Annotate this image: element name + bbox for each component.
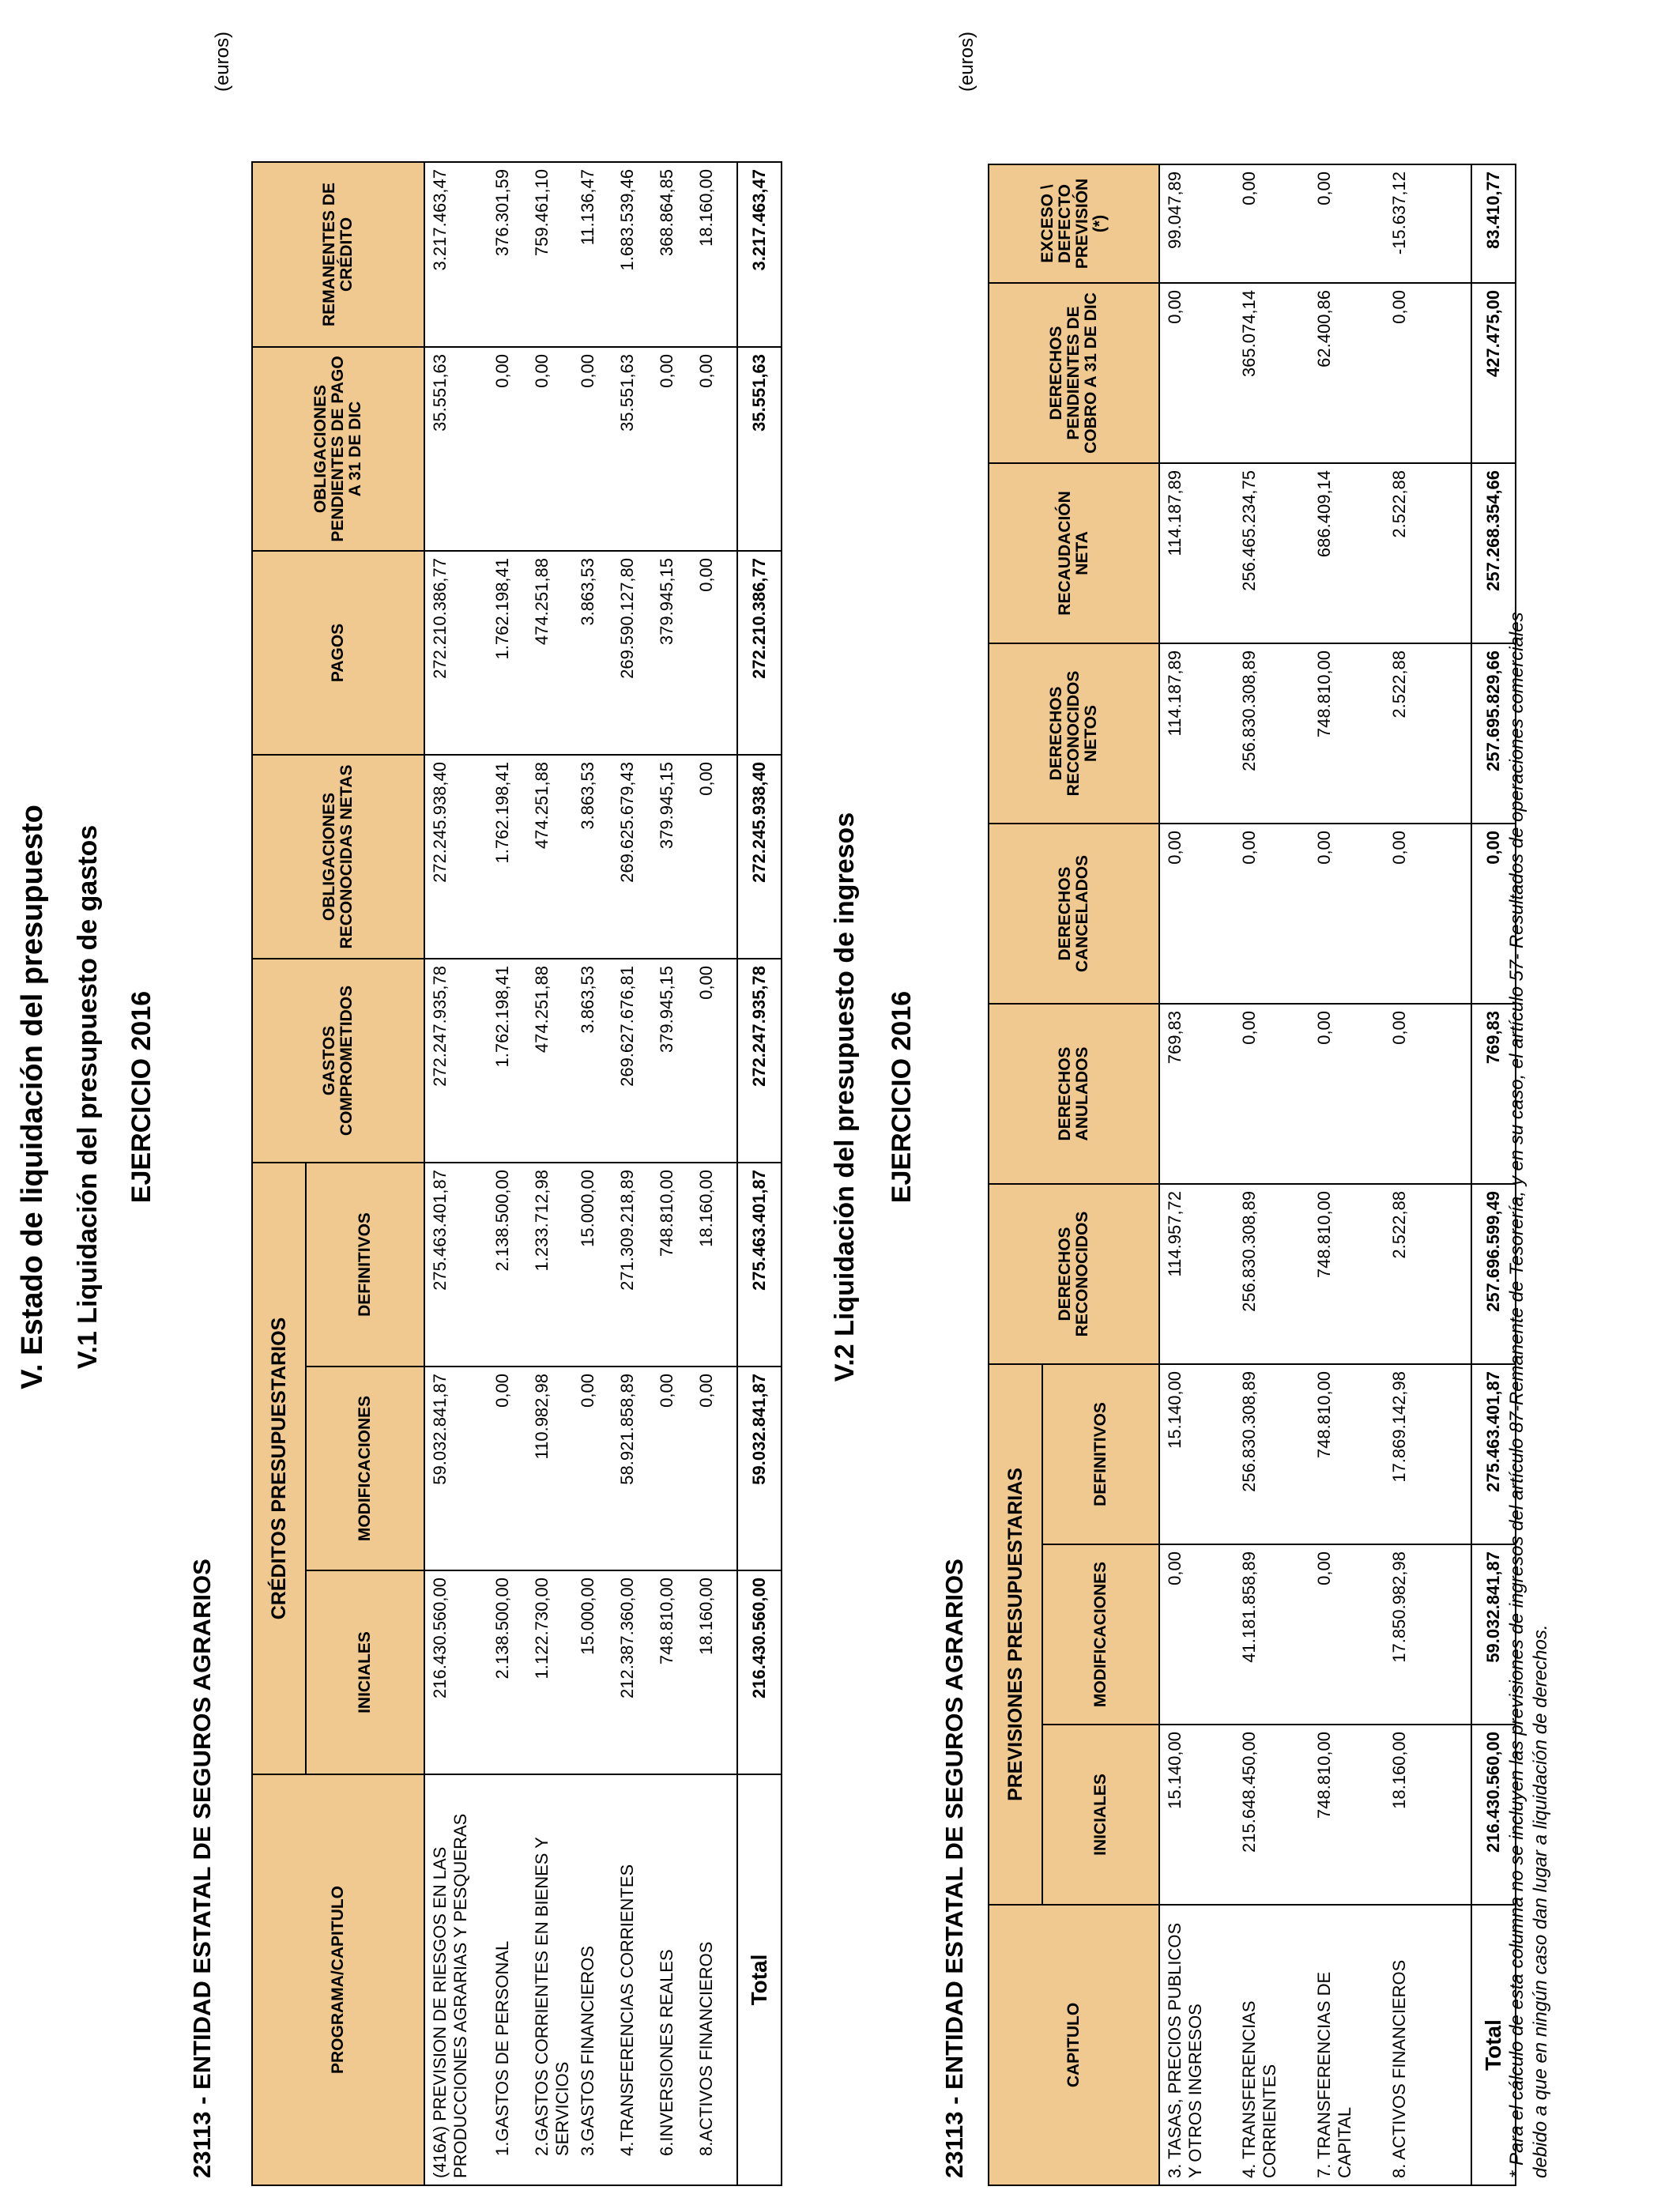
table-row bbox=[488, 162, 527, 2185]
cell-value: 256.830.308,89 bbox=[1234, 1364, 1309, 1544]
cell-value: 0,00 bbox=[573, 347, 612, 551]
cell-value: 271.309.218,89 bbox=[612, 1163, 652, 1367]
cell-value: 686.409,14 bbox=[1309, 463, 1384, 643]
cell-value: 769,83 bbox=[1159, 1004, 1234, 1184]
cell-value: 269.625.679,43 bbox=[612, 755, 652, 959]
cell-value: 0,00 bbox=[691, 551, 737, 755]
cell-value: 0,00 bbox=[691, 347, 737, 551]
cell-value: 17.869.142,98 bbox=[1384, 1364, 1471, 1544]
cell-value: 62.400,86 bbox=[1309, 283, 1384, 463]
total-value: 257.696.599,49 bbox=[1471, 1184, 1516, 1364]
cell-value: 0,00 bbox=[1309, 1544, 1384, 1725]
cell-value: 2.522,88 bbox=[1384, 643, 1471, 824]
cell-value: 748.810,00 bbox=[1309, 1725, 1384, 1905]
cell-value: 99.047,89 bbox=[1159, 164, 1234, 283]
col-header-derechos-pendientes: DERECHOS PENDIENTES DE COBRO A 31 DE DIC bbox=[989, 283, 1159, 463]
total-value: 427.475,00 bbox=[1471, 283, 1516, 463]
row-label: (416A) PREVISION DE RIESGOS EN LAS PRODUCCIONES AGRARIAS Y PESQUERAS bbox=[424, 1774, 488, 2185]
cell-value: 110.982,98 bbox=[527, 1367, 573, 1570]
cell-value: 365.074,14 bbox=[1234, 283, 1309, 463]
cell-value: 18.160,00 bbox=[691, 1163, 737, 1367]
cell-value: 3.863,53 bbox=[573, 755, 612, 959]
gastos-table bbox=[251, 161, 782, 2186]
cell-value: 0,00 bbox=[1159, 283, 1234, 463]
ejercicio-heading-v2: EJERCICIO 2016 bbox=[887, 990, 917, 1204]
cell-value: 269.627.676,81 bbox=[612, 959, 652, 1163]
cell-value: 0,00 bbox=[1234, 164, 1309, 283]
row-label: 6.INVERSIONES REALES bbox=[652, 1774, 691, 2185]
section-v2-title: V.2 Liquidación del presupuesto de ingresos bbox=[830, 812, 860, 1382]
total-value: 35.551,63 bbox=[737, 347, 782, 551]
table-row bbox=[1384, 164, 1471, 2185]
cell-value: 11.136,47 bbox=[573, 162, 612, 347]
currency-unit-v2: (euros) bbox=[956, 32, 977, 92]
cell-value: 0,00 bbox=[1309, 164, 1384, 283]
cell-value: 0,00 bbox=[1159, 1544, 1234, 1725]
row-label: 4.TRANSFERENCIAS CORRIENTES bbox=[612, 1774, 652, 2185]
col-header-derechos-reconocidos: DERECHOS RECONOCIDOS bbox=[989, 1184, 1159, 1364]
col-header-capitulo: CAPITULO bbox=[989, 1905, 1159, 2185]
row-label: 4. TRANSFERENCIAS CORRIENTES bbox=[1234, 1905, 1309, 2185]
cell-value: 2.522,88 bbox=[1384, 463, 1471, 643]
total-value: 272.247.935,78 bbox=[737, 959, 782, 1163]
cell-value: 0,00 bbox=[527, 347, 573, 551]
cell-value: 0,00 bbox=[1234, 824, 1309, 1004]
cell-value: 379.945,15 bbox=[652, 551, 691, 755]
cell-value: 0,00 bbox=[1384, 824, 1471, 1004]
cell-value: 212.387.360,00 bbox=[612, 1570, 652, 1774]
cell-value: 1.233.712,98 bbox=[527, 1163, 573, 1367]
cell-value: 59.032.841,87 bbox=[424, 1367, 488, 1570]
cell-value: 0,00 bbox=[1384, 1004, 1471, 1184]
total-value: 272.245.938,40 bbox=[737, 755, 782, 959]
cell-value: 216.430.560,00 bbox=[424, 1570, 488, 1774]
table-row bbox=[424, 162, 488, 2185]
cell-value: 0,00 bbox=[1309, 1004, 1384, 1184]
table-row bbox=[691, 162, 737, 2185]
table-row bbox=[652, 162, 691, 2185]
cell-value: 0,00 bbox=[691, 755, 737, 959]
cell-value: 368.864,85 bbox=[652, 162, 691, 347]
row-label: 3. TASAS, PRECIOS PUBLICOS Y OTROS INGRESOS bbox=[1159, 1905, 1234, 2185]
cell-value: 15.140,00 bbox=[1159, 1725, 1234, 1905]
table-row bbox=[527, 162, 573, 2185]
cell-value: 18.160,00 bbox=[691, 162, 737, 347]
col-header-definitivos: DEFINITIVOS bbox=[306, 1163, 424, 1367]
cell-value: 0,00 bbox=[1384, 283, 1471, 463]
row-label: 3.GASTOS FINANCIEROS bbox=[573, 1774, 612, 2185]
cell-value: 379.945,15 bbox=[652, 755, 691, 959]
cell-value: 0,00 bbox=[488, 347, 527, 551]
cell-value: 3.863,53 bbox=[573, 959, 612, 1163]
cell-value: 748.810,00 bbox=[1309, 643, 1384, 824]
cell-value: 0,00 bbox=[1309, 824, 1384, 1004]
total-value: 59.032.841,87 bbox=[737, 1367, 782, 1570]
row-label: 1.GASTOS DE PERSONAL bbox=[488, 1774, 527, 2185]
cell-value: 0,00 bbox=[652, 347, 691, 551]
col-header-obligaciones-reconocidas: OBLIGACIONES RECONOCIDAS NETAS bbox=[252, 755, 424, 959]
cell-value: 15.000,00 bbox=[573, 1163, 612, 1367]
cell-value: 272.247.935,78 bbox=[424, 959, 488, 1163]
table-row bbox=[1159, 164, 1234, 2185]
total-value: 769,83 bbox=[1471, 1004, 1516, 1184]
col-header-definitivos: DEFINITIVOS bbox=[1042, 1364, 1159, 1544]
col-header-derechos-reconocidos-netos: DERECHOS RECONOCIDOS NETOS bbox=[989, 643, 1159, 824]
table-row bbox=[1234, 164, 1309, 2185]
cell-value: 18.160,00 bbox=[1384, 1725, 1471, 1905]
cell-value: 1.762.198,41 bbox=[488, 755, 527, 959]
total-value: 3.217.463,47 bbox=[737, 162, 782, 347]
row-label: 8.ACTIVOS FINANCIEROS bbox=[691, 1774, 737, 2185]
cell-value: 748.810,00 bbox=[1309, 1364, 1384, 1544]
cell-value: 0,00 bbox=[652, 1367, 691, 1570]
col-header-exceso-defecto: EXCESO \ DEFECTO PREVISIÓN (*) bbox=[989, 164, 1159, 283]
cell-value: 35.551,63 bbox=[612, 347, 652, 551]
page-title: V. Estado de liquidación del presupuesto bbox=[16, 805, 49, 1389]
col-header-modificaciones: MODIFICACIONES bbox=[1042, 1544, 1159, 1725]
cell-value: 0,00 bbox=[573, 1367, 612, 1570]
total-value: 257.695.829,66 bbox=[1471, 643, 1516, 824]
cell-value: 256.830.308,89 bbox=[1234, 1184, 1309, 1364]
ejercicio-heading-v1: EJERCICIO 2016 bbox=[126, 990, 156, 1204]
table-row bbox=[612, 162, 652, 2185]
cell-value: 35.551,63 bbox=[424, 347, 488, 551]
cell-value: -15.637,12 bbox=[1384, 164, 1471, 283]
cell-value: 58.921.858,89 bbox=[612, 1367, 652, 1570]
cell-value: 256.465.234,75 bbox=[1234, 463, 1309, 643]
footnote: * Para el cálculo de esta columna no se incluyen las previsiones de ingresos del artículo 87-Remanente de Tesorería, y en su caso, el artículo 57- Resultados de operaciones comerciales debido a que en ningún caso dan lugar a liquidación de derechos. bbox=[1506, 612, 1551, 2178]
cell-value: 1.762.198,41 bbox=[488, 959, 527, 1163]
cell-value: 3.217.463,47 bbox=[424, 162, 488, 347]
cell-value: 474.251,88 bbox=[527, 755, 573, 959]
row-label: 8. ACTIVOS FINANCIEROS bbox=[1384, 1905, 1471, 2185]
cell-value: 15.000,00 bbox=[573, 1570, 612, 1774]
table-row bbox=[1309, 164, 1384, 2185]
ingresos-table bbox=[988, 164, 1516, 2186]
cell-value: 1.122.730,00 bbox=[527, 1570, 573, 1774]
cell-value: 0,00 bbox=[691, 959, 737, 1163]
entity-name-v2: 23113 - ENTIDAD ESTATAL DE SEGUROS AGRARIOS bbox=[940, 1559, 968, 2178]
cell-value: 114.187,89 bbox=[1159, 643, 1234, 824]
cell-value: 2.522,88 bbox=[1384, 1184, 1471, 1364]
cell-value: 0,00 bbox=[1234, 1004, 1309, 1184]
total-value: 275.463.401,87 bbox=[1471, 1364, 1516, 1544]
cell-value: 215.648.450,00 bbox=[1234, 1725, 1309, 1905]
cell-value: 41.181.858,89 bbox=[1234, 1544, 1309, 1725]
cell-value: 272.210.386,77 bbox=[424, 551, 488, 755]
cell-value: 748.810,00 bbox=[652, 1570, 691, 1774]
col-header-derechos-anulados: DERECHOS ANULADOS bbox=[989, 1004, 1159, 1184]
cell-value: 1.762.198,41 bbox=[488, 551, 527, 755]
total-value: 216.430.560,00 bbox=[737, 1570, 782, 1774]
cell-value: 0,00 bbox=[488, 1367, 527, 1570]
col-header-pagos: PAGOS bbox=[252, 551, 424, 755]
cell-value: 379.945,15 bbox=[652, 959, 691, 1163]
group-header-previsiones: PREVISIONES PRESUPUESTARIAS bbox=[989, 1364, 1042, 1905]
cell-value: 748.810,00 bbox=[1309, 1184, 1384, 1364]
col-header-programa: PROGRAMA/CAPITULO bbox=[252, 1774, 424, 2185]
cell-value: 256.830.308,89 bbox=[1234, 643, 1309, 824]
cell-value: 0,00 bbox=[691, 1367, 737, 1570]
cell-value: 2.138.500,00 bbox=[488, 1163, 527, 1367]
col-header-recaudacion-neta: RECAUDACIÓN NETA bbox=[989, 463, 1159, 643]
currency-unit-v1: (euros) bbox=[212, 32, 233, 92]
cell-value: 272.245.938,40 bbox=[424, 755, 488, 959]
cell-value: 474.251,88 bbox=[527, 959, 573, 1163]
table-row bbox=[573, 162, 612, 2185]
cell-value: 0,00 bbox=[1159, 824, 1234, 1004]
cell-value: 3.863,53 bbox=[573, 551, 612, 755]
group-header-creditos: CRÉDITOS PRESUPUESTARIOS bbox=[252, 1163, 306, 1774]
cell-value: 1.683.539,46 bbox=[612, 162, 652, 347]
cell-value: 474.251,88 bbox=[527, 551, 573, 755]
total-value: 83.410,77 bbox=[1471, 164, 1516, 283]
cell-value: 748.810,00 bbox=[652, 1163, 691, 1367]
entity-name-v1: 23113 - ENTIDAD ESTATAL DE SEGUROS AGRARIOS bbox=[188, 1559, 216, 2178]
cell-value: 114.957,72 bbox=[1159, 1184, 1234, 1364]
cell-value: 18.160,00 bbox=[691, 1570, 737, 1774]
col-header-derechos-cancelados: DERECHOS CANCELADOS bbox=[989, 824, 1159, 1004]
cell-value: 2.138.500,00 bbox=[488, 1570, 527, 1774]
total-value: 59.032.841,87 bbox=[1471, 1544, 1516, 1725]
col-header-remanentes: REMANENTES DE CRÉDITO bbox=[252, 162, 424, 347]
section-v1-title: V.1 Liquidación del presupuesto de gastos bbox=[73, 824, 103, 1370]
total-value: 216.430.560,00 bbox=[1471, 1725, 1516, 1905]
col-header-iniciales: INICIALES bbox=[1042, 1725, 1159, 1905]
total-value: 272.210.386,77 bbox=[737, 551, 782, 755]
row-label: 2.GASTOS CORRIENTES EN BIENES Y SERVICIOS bbox=[527, 1774, 573, 2185]
col-header-obligaciones-pendientes: OBLIGACIONES PENDIENTES DE PAGO A 31 DE DIC bbox=[252, 347, 424, 551]
total-label: Total bbox=[1471, 1905, 1516, 2185]
col-header-iniciales: INICIALES bbox=[306, 1570, 424, 1774]
col-header-gastos-comprometidos: GASTOS COMPROMETIDOS bbox=[252, 959, 424, 1163]
total-label: Total bbox=[737, 1774, 782, 2185]
total-value: 275.463.401,87 bbox=[737, 1163, 782, 1367]
col-header-modificaciones: MODIFICACIONES bbox=[306, 1367, 424, 1570]
cell-value: 269.590.127,80 bbox=[612, 551, 652, 755]
row-label: 7. TRANSFERENCIAS DE CAPITAL bbox=[1309, 1905, 1384, 2185]
cell-value: 114.187,89 bbox=[1159, 463, 1234, 643]
cell-value: 17.850.982,98 bbox=[1384, 1544, 1471, 1725]
cell-value: 759.461,10 bbox=[527, 162, 573, 347]
total-value: 0,00 bbox=[1471, 824, 1516, 1004]
cell-value: 15.140,00 bbox=[1159, 1364, 1234, 1544]
cell-value: 376.301,59 bbox=[488, 162, 527, 347]
cell-value: 275.463.401,87 bbox=[424, 1163, 488, 1367]
total-row bbox=[737, 162, 782, 2185]
total-value: 257.268.354,66 bbox=[1471, 463, 1516, 643]
